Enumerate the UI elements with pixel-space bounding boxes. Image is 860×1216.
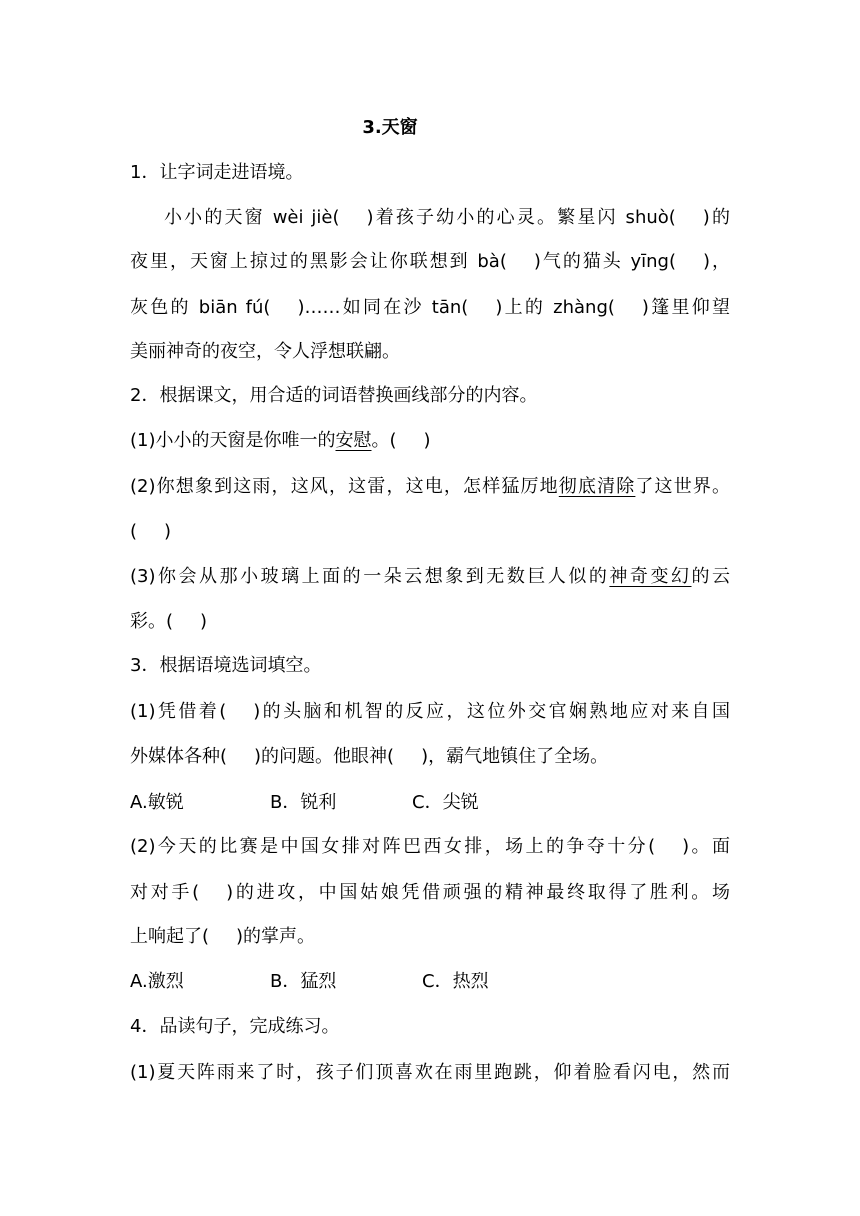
q3-part1-line-1: (1)凭借着( )的头脑和机智的反应，这位外交官娴熟地应对来自国 xyxy=(130,701,730,722)
underlined-phrase: 神奇变幻 xyxy=(609,566,692,587)
option-c: C．尖锐 xyxy=(412,792,479,813)
q1-passage-line-3: 灰色的 biān fú( )……如同在沙 tān( )上的 zhàng( )篷里仰望 xyxy=(130,297,731,318)
q2-sentence-2-blank: ( ) xyxy=(130,521,172,542)
q3-part2-options xyxy=(130,967,730,997)
q2-sentence-3-blank: 彩。( ) xyxy=(130,611,208,632)
q2-heading: 2．根据课文，用合适的词语替换画线部分的内容。 xyxy=(130,385,538,406)
q3-part1-line-2: 外媒体各种( )的问题。他眼神( )，霸气地镇住了全场。 xyxy=(130,746,609,767)
q1-passage-line-4: 美丽神奇的夜空，令人浮想联翩。 xyxy=(130,341,400,362)
q1-passage-line-1: 小小的天窗 wèi jiè( )着孩子幼小的心灵。繁星闪 shuò( )的 xyxy=(164,207,730,228)
q3-part2-line-3: 上响起了( )的掌声。 xyxy=(130,926,316,947)
q3-part2-line-1: (2)今天的比赛是中国女排对阵巴西女排，场上的争夺十分( )。面 xyxy=(130,836,730,857)
q1-heading: 1．让字词走进语境。 xyxy=(130,162,304,183)
option-b: B．锐利 xyxy=(270,792,337,813)
q2-sentence-3: (3)你会从那小玻璃上面的一朵云想象到无数巨人似的神奇变幻的云 xyxy=(130,566,731,587)
page-title: 3.天窗 xyxy=(362,117,418,138)
q3-part1-options xyxy=(130,788,730,818)
option-a: A.激烈 xyxy=(130,971,184,992)
q3-part2-line-2: 对对手( )的进攻，中国姑娘凭借顽强的精神最终取得了胜利。场 xyxy=(130,882,730,903)
option-b: B．猛烈 xyxy=(270,971,337,992)
option-a: A.敏锐 xyxy=(130,792,184,813)
q2-sentence-1: (1)小小的天窗是你唯一的安慰。( ) xyxy=(130,430,431,451)
q1-passage-line-2: 夜里，天窗上掠过的黑影会让你联想到 bà( )气的猫头 yīng( )， xyxy=(130,251,730,272)
q2-sentence-2: (2)你想象到这雨，这风，这雷，这电，怎样猛厉地彻底清除了这世界。 xyxy=(130,476,731,497)
option-c: C．热烈 xyxy=(422,971,489,992)
q3-heading: 3．根据语境选词填空。 xyxy=(130,655,322,676)
q4-heading: 4．品读句子，完成练习。 xyxy=(130,1016,340,1037)
underlined-phrase: 安慰 xyxy=(335,430,372,451)
underlined-phrase: 彻底清除 xyxy=(558,476,636,497)
q4-sentence-1: (1)夏天阵雨来了时，孩子们顶喜欢在雨里跑跳，仰着脸看闪电，然而 xyxy=(130,1062,730,1083)
